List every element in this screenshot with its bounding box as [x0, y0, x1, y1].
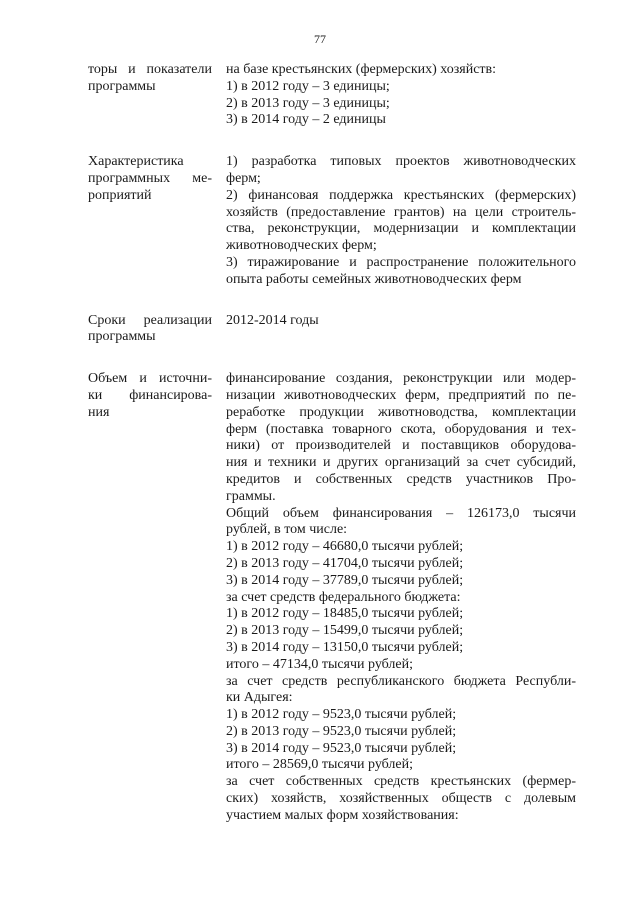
- label-line: роприятий: [88, 187, 152, 203]
- row-activities: [88, 154, 576, 288]
- body-line: за счет собственных средств крестьянских (фермер-: [226, 774, 576, 790]
- body-line: за счет средств республиканского бюджета Республи-: [226, 673, 576, 689]
- row-label: [88, 313, 212, 347]
- body-line: ских) хозяйств, хозяйственных обществ с долевым: [226, 791, 576, 807]
- label-line: Объем и источни-: [88, 371, 212, 387]
- row-label: [88, 62, 212, 129]
- body-line: ки Адыгея:: [226, 690, 293, 706]
- label-line: Сроки реализации: [88, 312, 212, 328]
- body-line: рублей, в том числе:: [226, 522, 348, 538]
- row-label: [88, 154, 212, 288]
- row-body: [226, 313, 576, 347]
- body-line: 1) в 2012 году – 18485,0 тысячи рублей;: [226, 606, 464, 622]
- body-line: 1) в 2012 году – 9523,0 тысячи рублей;: [226, 707, 457, 723]
- label-line: торы и показатели: [88, 62, 212, 77]
- body-line: 3) в 2014 году – 9523,0 тысячи рублей;: [226, 740, 457, 756]
- body-line: 3) в 2014 году – 13150,0 тысячи рублей;: [226, 639, 464, 655]
- body-line: 1) в 2012 году – 3 единицы;: [226, 78, 390, 94]
- body-line: участием малых форм хозяйствования:: [226, 807, 459, 823]
- body-line: 3) тиражирование и распространение положительного: [226, 254, 576, 270]
- body-line: животноводческих ферм;: [226, 238, 377, 254]
- body-line: 1) в 2012 году – 46680,0 тысячи рублей;: [226, 539, 464, 555]
- body-line: 2) в 2013 году – 41704,0 тысячи рублей;: [226, 555, 464, 571]
- row-timeline: [88, 313, 576, 347]
- body-line: 3) в 2014 году – 37789,0 тысячи рублей;: [226, 572, 464, 588]
- label-line: Характеристика: [88, 154, 184, 170]
- body-line: 2) в 2013 году – 15499,0 тысячи рублей;: [226, 623, 464, 639]
- body-line: на базе крестьянских (фермерских) хозяйств:: [226, 62, 497, 77]
- body-line: 2012-2014 годы: [226, 312, 319, 328]
- label-line: ния: [88, 404, 110, 420]
- body-line: 2) финансовая поддержка крестьянских (фермерских): [226, 187, 576, 203]
- body-line: кредитов и собственных средств участников Про-: [226, 471, 576, 487]
- row-body: [226, 62, 576, 129]
- row-body: [226, 371, 576, 825]
- row-financing: [88, 371, 576, 825]
- row-indicators: [88, 62, 576, 129]
- body-line: итого – 28569,0 тысячи рублей;: [226, 757, 414, 773]
- body-line: ферм (поставка товарного скота, оборудования и тех-: [226, 421, 576, 437]
- body-line: ферм;: [226, 170, 261, 186]
- body-line: 1) разработка типовых проектов животноводческих: [226, 154, 576, 170]
- body-line: опыта работы семейных животноводческих ферм: [226, 271, 522, 287]
- label-line: программы: [88, 78, 156, 94]
- body-line: 2) в 2013 году – 3 единицы;: [226, 95, 390, 111]
- label-line: программных ме-: [88, 170, 212, 186]
- body-line: реработке продукции животноводства, комплектации: [226, 404, 576, 420]
- body-line: ники) от производителей и поставщиков оборудова-: [226, 438, 576, 454]
- body-line: ства, реконструкции, модернизации и комплектации: [226, 221, 576, 237]
- body-line: за счет средств федерального бюджета:: [226, 589, 461, 605]
- label-line: программы: [88, 329, 156, 345]
- body-line: хозяйств (предоставление грантов) на цели строитель-: [226, 204, 576, 220]
- passport-table: [88, 62, 576, 825]
- body-line: граммы.: [226, 488, 276, 504]
- body-line: Общий объем финансирования – 126173,0 тысячи: [226, 505, 576, 521]
- body-line: низации животноводческих ферм, предприятий по пе-: [226, 387, 576, 403]
- row-body: [226, 154, 576, 288]
- page-number: 77: [314, 32, 326, 46]
- body-line: 3) в 2014 году – 2 единицы: [226, 112, 386, 128]
- body-line: 2) в 2013 году – 9523,0 тысячи рублей;: [226, 723, 457, 739]
- body-line: итого – 47134,0 тысячи рублей;: [226, 656, 414, 672]
- label-line: ки финансирова-: [88, 387, 212, 403]
- body-line: финансирование создания, реконструкции или модер-: [226, 371, 576, 387]
- row-label: [88, 371, 212, 825]
- body-line: ния и техники и других организаций за счет субсидий,: [226, 455, 576, 471]
